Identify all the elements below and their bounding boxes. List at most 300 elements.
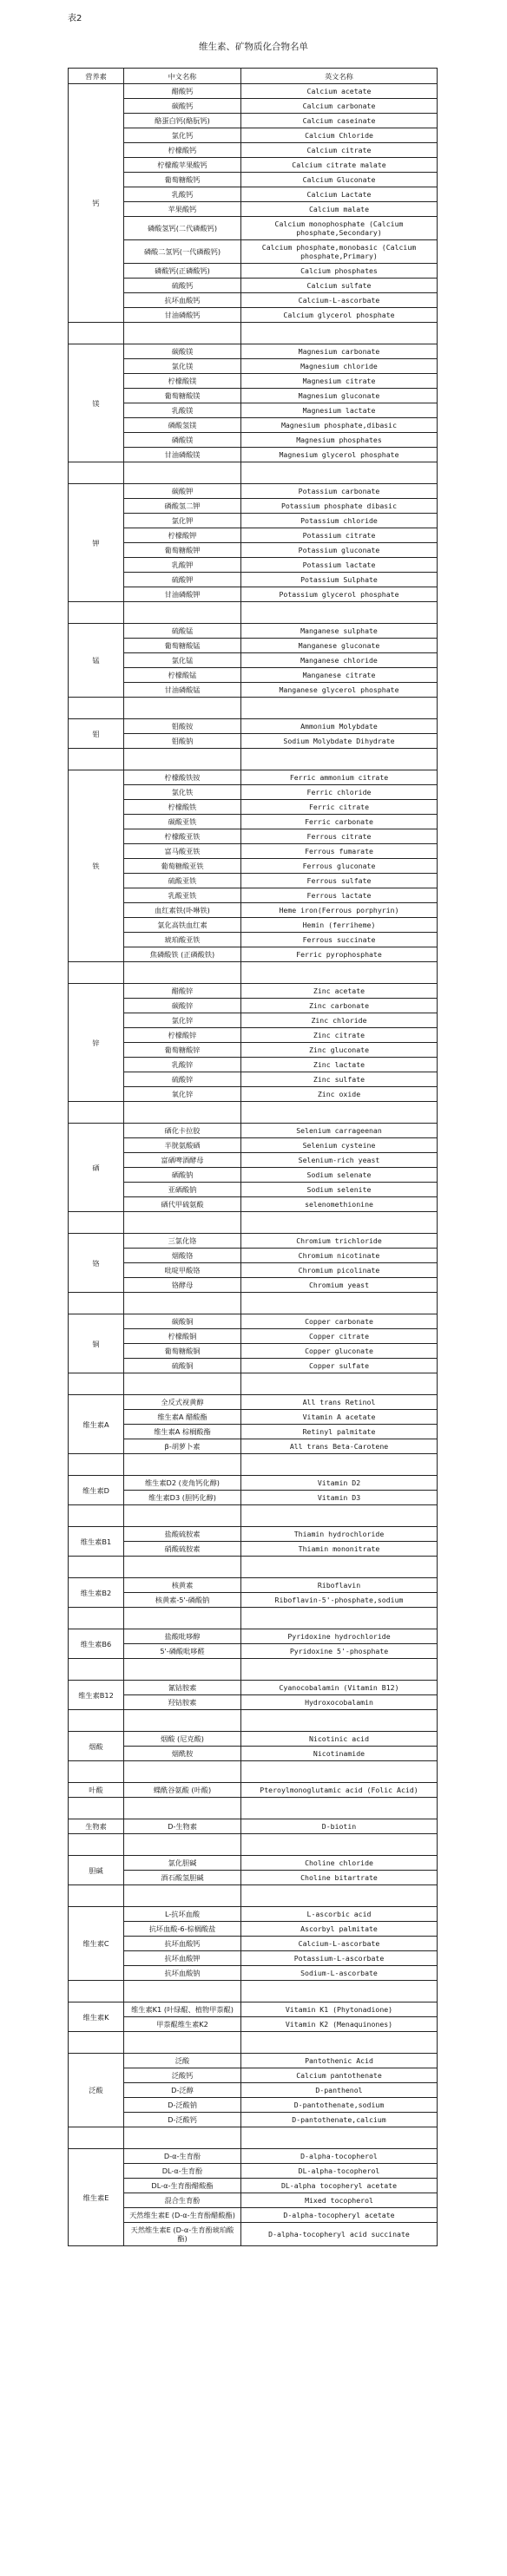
table-row [69, 114, 438, 128]
spacer-cell [124, 1885, 241, 1907]
english-name-cell: Zinc acetate [241, 984, 438, 999]
english-name-cell: Manganese citrate [241, 668, 438, 683]
nutrient-category: 生物素 [69, 1819, 124, 1834]
chinese-name-cell: 氯化铁 [124, 785, 241, 800]
chinese-name-cell: 磷酸氢二钾 [124, 499, 241, 514]
chinese-name-cell: 全反式视黄醇 [124, 1395, 241, 1410]
spacer-cell [69, 2032, 124, 2054]
table-row [69, 543, 438, 558]
chinese-name-cell: D-泛酸钠 [124, 2098, 241, 2113]
spacer-cell [124, 1761, 241, 1783]
english-name-cell: Sodium selenate [241, 1168, 438, 1183]
chinese-name-cell: 乳酸钙 [124, 187, 241, 202]
chinese-name-cell: 甲萘醌维生素K2 [124, 2017, 241, 2032]
spacer-cell [241, 1608, 438, 1629]
table-row [69, 1410, 438, 1425]
english-name-cell: D-pantothenate,calcium [241, 2113, 438, 2127]
english-name-cell: Zinc chloride [241, 1013, 438, 1028]
table-row [69, 573, 438, 587]
chinese-name-cell: 柠檬酸亚铁 [124, 829, 241, 844]
chinese-name-cell: 乳酸亚铁 [124, 888, 241, 903]
chinese-name-cell: L-抗坏血酸 [124, 1907, 241, 1922]
nutrient-category: 锰 [69, 624, 124, 698]
english-name-cell: Copper carbonate [241, 1314, 438, 1329]
chinese-name-cell: 乳酸镁 [124, 403, 241, 418]
group-spacer-row [69, 749, 438, 770]
table-row [69, 770, 438, 785]
chinese-name-cell: 羟钴胺素 [124, 1695, 241, 1710]
english-name-cell: Ammonium Molybdate [241, 719, 438, 734]
english-name-cell: Hemin (ferriheme) [241, 918, 438, 933]
english-name-cell: Ferric carbonate [241, 815, 438, 829]
spacer-cell [241, 1659, 438, 1681]
english-name-cell: Magnesium citrate [241, 374, 438, 389]
spacer-cell [69, 1102, 124, 1124]
chinese-name-cell: 磷酸氢钙(二代磷酸钙) [124, 217, 241, 240]
english-name-cell: Calcium-L-ascorbate [241, 293, 438, 308]
spacer-cell [241, 1373, 438, 1395]
table-row [69, 1951, 438, 1966]
english-name-cell: D-pantothenate,sodium [241, 2098, 438, 2113]
english-name-cell: Sodium selenite [241, 1183, 438, 1197]
table-row [69, 785, 438, 800]
english-name-cell: Vitamin D3 [241, 1491, 438, 1505]
table-row [69, 1359, 438, 1373]
table-row [69, 389, 438, 403]
english-name-cell: All trans Beta-Carotene [241, 1439, 438, 1454]
chinese-name-cell: 蝶酰谷氨酸 (叶酸) [124, 1783, 241, 1798]
chinese-name-cell: 柠檬酸钾 [124, 528, 241, 543]
group-spacer-row [69, 1834, 438, 1856]
english-name-cell: Potassium Sulphate [241, 573, 438, 587]
spacer-cell [241, 1981, 438, 2002]
table-row [69, 403, 438, 418]
table-row [69, 903, 438, 918]
chinese-name-cell: D-生物素 [124, 1819, 241, 1834]
english-name-cell: Sodium Molybdate Dihydrate [241, 734, 438, 749]
table-row [69, 374, 438, 389]
chinese-name-cell: 5'-磷酸吡哆醛 [124, 1644, 241, 1659]
table-row [69, 1937, 438, 1951]
group-spacer-row [69, 1557, 438, 1578]
table-row [69, 279, 438, 293]
table-row [69, 293, 438, 308]
table-header-row [69, 69, 438, 84]
table-row [69, 1058, 438, 1072]
table-row [69, 1476, 438, 1491]
english-name-cell: Calcium carbonate [241, 99, 438, 114]
group-spacer-row [69, 2032, 438, 2054]
chinese-name-cell: 抗坏血酸钙 [124, 293, 241, 308]
spacer-cell [69, 1659, 124, 1681]
chinese-name-cell: β-胡萝卜素 [124, 1439, 241, 1454]
english-name-cell: Zinc carbonate [241, 999, 438, 1013]
spacer-cell [124, 323, 241, 344]
table-row [69, 1439, 438, 1454]
spacer-cell [69, 602, 124, 624]
english-name-cell: D-alpha-tocopheryl acetate [241, 2208, 438, 2223]
table-row [69, 1124, 438, 1138]
spacer-cell [69, 1212, 124, 1234]
spacer-cell [241, 323, 438, 344]
english-name-cell: Potassium-L-ascorbate [241, 1951, 438, 1966]
english-name-cell: Retinyl palmitate [241, 1425, 438, 1439]
nutrient-category: 烟酸 [69, 1732, 124, 1761]
chinese-name-cell: 碳酸锌 [124, 999, 241, 1013]
english-name-cell: Manganese sulphate [241, 624, 438, 639]
english-name-cell: Vitamin K1 (Phytonadione) [241, 2002, 438, 2017]
table-row [69, 1183, 438, 1197]
chinese-name-cell: 磷酸钙(正磷酸钙) [124, 264, 241, 279]
english-name-cell: Selenium-rich yeast [241, 1153, 438, 1168]
spacer-cell [241, 1885, 438, 1907]
spacer-cell [69, 698, 124, 719]
spacer-cell [124, 1454, 241, 1476]
english-name-cell: Ascorbyl palmitate [241, 1922, 438, 1937]
english-name-cell: Zinc lactate [241, 1058, 438, 1072]
chinese-name-cell: 维生素K1 (叶绿醌、植物甲萘醌) [124, 2002, 241, 2017]
table-row [69, 128, 438, 143]
english-name-cell: Potassium chloride [241, 514, 438, 528]
spacer-cell [241, 749, 438, 770]
table-body [69, 84, 438, 2246]
english-name-cell: Sodium-L-ascorbate [241, 1966, 438, 1981]
table-row [69, 2054, 438, 2068]
english-name-cell: Calcium sulfate [241, 279, 438, 293]
english-name-cell: DL-alpha tocopheryl acetate [241, 2179, 438, 2193]
table-row [69, 1578, 438, 1593]
english-name-cell: Manganese glycerol phosphate [241, 683, 438, 698]
nutrient-category: 锌 [69, 984, 124, 1102]
table-row [69, 1819, 438, 1834]
document-title: 维生素、矿物质化合物名单 [199, 42, 308, 52]
spacer-cell [124, 1659, 241, 1681]
spacer-cell [69, 2127, 124, 2149]
english-name-cell: Calcium Gluconate [241, 173, 438, 187]
nutrient-category: 泛酸 [69, 2054, 124, 2127]
spacer-cell [241, 1102, 438, 1124]
header-english-name: 英文名称 [241, 69, 438, 84]
chinese-name-cell: 碳酸亚铁 [124, 815, 241, 829]
english-name-cell: Manganese chloride [241, 653, 438, 668]
chinese-name-cell: 天然维生素E (D-α-生育酚琥珀酸酯) [124, 2223, 241, 2246]
english-name-cell: Zinc gluconate [241, 1043, 438, 1058]
chinese-name-cell: 硫酸锌 [124, 1072, 241, 1087]
english-name-cell: Thiamin mononitrate [241, 1542, 438, 1557]
group-spacer-row [69, 1373, 438, 1395]
table-row [69, 448, 438, 462]
spacer-cell [69, 1454, 124, 1476]
group-spacer-row [69, 1505, 438, 1527]
english-name-cell: D-alpha-tocopheryl acid succinate [241, 2223, 438, 2246]
english-name-cell: Zinc oxide [241, 1087, 438, 1102]
english-name-cell: Calcium citrate malate [241, 158, 438, 173]
table-row [69, 1395, 438, 1410]
table-row [69, 1593, 438, 1608]
chinese-name-cell: 乳酸锌 [124, 1058, 241, 1072]
table-row [69, 1922, 438, 1937]
table-row [69, 2098, 438, 2113]
table-row [69, 433, 438, 448]
table-row [69, 344, 438, 359]
spacer-cell [241, 1293, 438, 1314]
table-row [69, 264, 438, 279]
table-row [69, 2193, 438, 2208]
spacer-cell [69, 323, 124, 344]
chinese-name-cell: 柠檬酸锌 [124, 1028, 241, 1043]
spacer-cell [69, 462, 124, 484]
english-name-cell: DL-alpha-tocopherol [241, 2164, 438, 2179]
table-row [69, 1681, 438, 1695]
spacer-cell [69, 1557, 124, 1578]
chinese-name-cell: D-泛醇 [124, 2083, 241, 2098]
nutrient-category: 维生素B1 [69, 1527, 124, 1557]
chinese-name-cell: 硫酸钙 [124, 279, 241, 293]
table-row [69, 1234, 438, 1249]
chinese-name-cell: 甘油磷酸镁 [124, 448, 241, 462]
chinese-name-cell: 碳酸钙 [124, 99, 241, 114]
table-row [69, 2164, 438, 2179]
chinese-name-cell: 葡萄糖酸钙 [124, 173, 241, 187]
chinese-name-cell: 硫酸亚铁 [124, 874, 241, 888]
spacer-cell [69, 1710, 124, 1732]
english-name-cell: Calcium malate [241, 202, 438, 217]
english-name-cell: Heme iron(Ferrous porphyrin) [241, 903, 438, 918]
spacer-cell [124, 1798, 241, 1819]
table-row [69, 1197, 438, 1212]
english-name-cell: Choline bitartrate [241, 1871, 438, 1885]
spacer-cell [69, 1981, 124, 2002]
spacer-cell [69, 1373, 124, 1395]
english-name-cell: Pteroylmonoglutamic acid (Folic Acid) [241, 1783, 438, 1798]
nutrient-category: 镁 [69, 344, 124, 462]
english-name-cell: D-biotin [241, 1819, 438, 1834]
spacer-cell [241, 2032, 438, 2054]
english-name-cell: Riboflavin-5'-phosphate,sodium [241, 1593, 438, 1608]
table-row [69, 2002, 438, 2017]
nutrient-category: 叶酸 [69, 1783, 124, 1798]
chinese-name-cell: 葡萄糖酸钾 [124, 543, 241, 558]
table-row [69, 1153, 438, 1168]
chinese-name-cell: 碳酸钾 [124, 484, 241, 499]
table-row [69, 1542, 438, 1557]
chinese-name-cell: DL-α-生育酚醋酸酯 [124, 2179, 241, 2193]
group-spacer-row [69, 962, 438, 984]
table-row [69, 173, 438, 187]
spacer-cell [124, 2032, 241, 2054]
table-row [69, 1966, 438, 1981]
table-row [69, 217, 438, 240]
english-name-cell: D-alpha-tocopherol [241, 2149, 438, 2164]
spacer-cell [241, 962, 438, 984]
table-row [69, 1168, 438, 1183]
chinese-name-cell: 富硒啤酒酵母 [124, 1153, 241, 1168]
english-name-cell: All trans Retinol [241, 1395, 438, 1410]
spacer-cell [124, 1293, 241, 1314]
table-row [69, 2149, 438, 2164]
english-name-cell: Calcium-L-ascorbate [241, 1937, 438, 1951]
english-name-cell: Calcium citrate [241, 143, 438, 158]
spacer-cell [241, 1212, 438, 1234]
table-row [69, 1028, 438, 1043]
english-name-cell: Calcium phosphate,monobasic (Calcium phosphate,Primary) [241, 240, 438, 264]
english-name-cell: Ferric citrate [241, 800, 438, 815]
chinese-name-cell: 甘油磷酸钙 [124, 308, 241, 323]
table-row [69, 484, 438, 499]
table-row [69, 1527, 438, 1542]
english-name-cell: Mixed tocopherol [241, 2193, 438, 2208]
table-row [69, 933, 438, 947]
nutrient-category: 维生素E [69, 2149, 124, 2246]
chinese-name-cell: 柠檬酸铁铵 [124, 770, 241, 785]
english-name-cell: Cyanocobalamin (Vitamin B12) [241, 1681, 438, 1695]
english-name-cell: Copper sulfate [241, 1359, 438, 1373]
chinese-name-cell: 酪蛋白钙(酪朊钙) [124, 114, 241, 128]
chinese-name-cell: 血红素铁(卟啉铁) [124, 903, 241, 918]
table-row [69, 499, 438, 514]
table-row [69, 947, 438, 962]
chinese-name-cell: D-泛酸钙 [124, 2113, 241, 2127]
table-row [69, 1783, 438, 1798]
chinese-name-cell: 碳酸铜 [124, 1314, 241, 1329]
english-name-cell: D-panthenol [241, 2083, 438, 2098]
english-name-cell: Potassium lactate [241, 558, 438, 573]
spacer-cell [124, 698, 241, 719]
english-name-cell: Chromium trichloride [241, 1234, 438, 1249]
english-name-cell: Calcium phosphates [241, 264, 438, 279]
chinese-name-cell: 柠檬酸铁 [124, 800, 241, 815]
table-row [69, 1329, 438, 1344]
table-row [69, 1747, 438, 1761]
english-name-cell: Manganese gluconate [241, 639, 438, 653]
spacer-cell [241, 1834, 438, 1856]
english-name-cell: Vitamin K2 (Menaquinones) [241, 2017, 438, 2032]
english-name-cell: Ferrous gluconate [241, 859, 438, 874]
chinese-name-cell: 苹果酸钙 [124, 202, 241, 217]
table-row [69, 2223, 438, 2246]
chinese-name-cell: DL-α-生育酚 [124, 2164, 241, 2179]
english-name-cell: Magnesium lactate [241, 403, 438, 418]
spacer-cell [241, 2127, 438, 2149]
nutrient-category: 维生素K [69, 2002, 124, 2032]
table-row [69, 2068, 438, 2083]
table-row [69, 829, 438, 844]
chinese-name-cell: 硫酸铜 [124, 1359, 241, 1373]
chinese-name-cell: 碳酸镁 [124, 344, 241, 359]
spacer-cell [69, 1505, 124, 1527]
chinese-name-cell: 葡萄糖酸锌 [124, 1043, 241, 1058]
table-row [69, 187, 438, 202]
chinese-name-cell: 硒酸钠 [124, 1168, 241, 1183]
table-number: 表2 [68, 14, 82, 23]
nutrient-category: 硒 [69, 1124, 124, 1212]
chinese-name-cell: 葡萄糖酸锰 [124, 639, 241, 653]
table-row [69, 1491, 438, 1505]
spacer-cell [241, 1505, 438, 1527]
nutrient-category: 铬 [69, 1234, 124, 1293]
english-name-cell: Calcium caseinate [241, 114, 438, 128]
group-spacer-row [69, 602, 438, 624]
english-name-cell: Riboflavin [241, 1578, 438, 1593]
table-row [69, 1263, 438, 1278]
chinese-name-cell: 柠檬酸铜 [124, 1329, 241, 1344]
spacer-cell [124, 1710, 241, 1732]
chinese-name-cell: 钼酸铵 [124, 719, 241, 734]
english-name-cell: Potassium glycerol phosphate [241, 587, 438, 602]
english-name-cell: Potassium carbonate [241, 484, 438, 499]
group-spacer-row [69, 1608, 438, 1629]
spacer-cell [124, 1557, 241, 1578]
english-name-cell: L-ascorbic acid [241, 1907, 438, 1922]
english-name-cell: Chromium picolinate [241, 1263, 438, 1278]
chinese-name-cell: 抗坏血酸钙 [124, 1937, 241, 1951]
nutrient-category: 铁 [69, 770, 124, 962]
english-name-cell: Magnesium phosphates [241, 433, 438, 448]
chinese-name-cell: 柠檬酸镁 [124, 374, 241, 389]
table-row [69, 2208, 438, 2223]
table-row [69, 2113, 438, 2127]
table-row [69, 859, 438, 874]
chinese-name-cell: 硝酸硫胺素 [124, 1542, 241, 1557]
table-row [69, 1907, 438, 1922]
table-row [69, 719, 438, 734]
chinese-name-cell: 柠檬酸苹果酸钙 [124, 158, 241, 173]
english-name-cell: Copper citrate [241, 1329, 438, 1344]
spacer-cell [124, 1834, 241, 1856]
table-row [69, 1425, 438, 1439]
spacer-cell [124, 1373, 241, 1395]
table-row [69, 1072, 438, 1087]
spacer-cell [69, 1885, 124, 1907]
nutrient-category: 维生素C [69, 1907, 124, 1981]
table-row [69, 639, 438, 653]
spacer-cell [241, 1761, 438, 1783]
english-name-cell: Chromium nicotinate [241, 1249, 438, 1263]
chinese-name-cell: 亚硒酸钠 [124, 1183, 241, 1197]
group-spacer-row [69, 1102, 438, 1124]
chinese-name-cell: 柠檬酸钙 [124, 143, 241, 158]
spacer-cell [241, 1557, 438, 1578]
chinese-name-cell: 混合生育酚 [124, 2193, 241, 2208]
english-name-cell: Ferric ammonium citrate [241, 770, 438, 785]
spacer-cell [241, 1798, 438, 1819]
english-name-cell: selenomethionine [241, 1197, 438, 1212]
english-name-cell: Ferrous lactate [241, 888, 438, 903]
english-name-cell: Selenium cysteine [241, 1138, 438, 1153]
spacer-cell [124, 602, 241, 624]
english-name-cell: Potassium phosphate dibasic [241, 499, 438, 514]
chinese-name-cell: 磷酸氢镁 [124, 418, 241, 433]
chinese-name-cell: 氯化胆碱 [124, 1856, 241, 1871]
spacer-cell [124, 962, 241, 984]
group-spacer-row [69, 1761, 438, 1783]
table-row [69, 84, 438, 99]
chinese-name-cell: 抗坏血酸钠 [124, 1966, 241, 1981]
english-name-cell: Potassium citrate [241, 528, 438, 543]
chinese-name-cell: 氯化钾 [124, 514, 241, 528]
english-name-cell: Vitamin A acetate [241, 1410, 438, 1425]
table-row [69, 143, 438, 158]
english-name-cell: Magnesium chloride [241, 359, 438, 374]
table-row [69, 918, 438, 933]
chinese-name-cell: 维生素A 醋酸酯 [124, 1410, 241, 1425]
chinese-name-cell: 维生素D3 (胆钙化醇) [124, 1491, 241, 1505]
spacer-cell [241, 462, 438, 484]
group-spacer-row [69, 1710, 438, 1732]
spacer-cell [69, 1293, 124, 1314]
table-row [69, 1043, 438, 1058]
chinese-name-cell: 维生素A 棕榈酸酯 [124, 1425, 241, 1439]
